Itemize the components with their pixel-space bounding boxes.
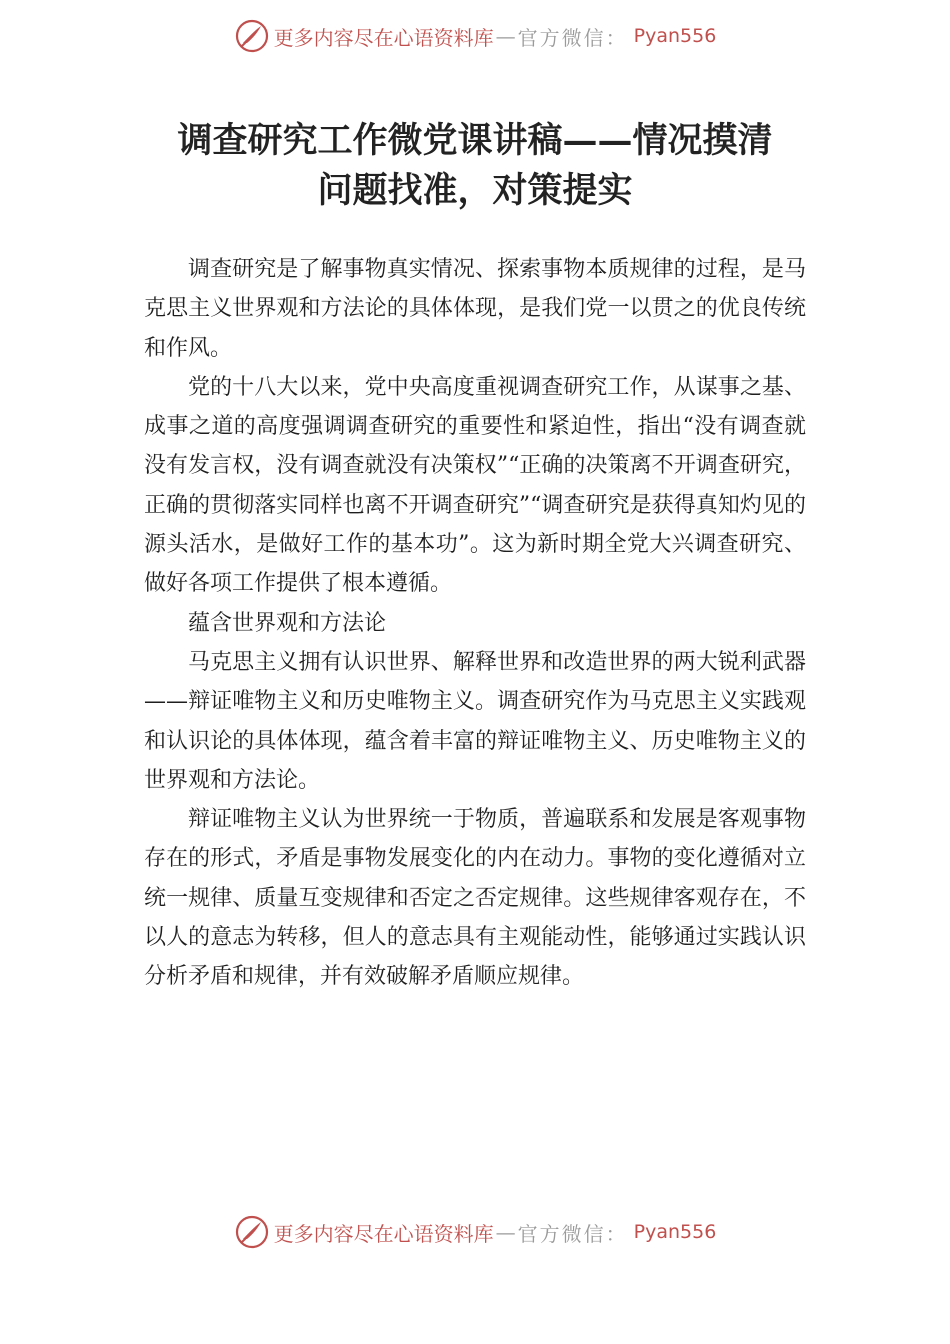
banner-separator: —	[495, 1220, 516, 1244]
banner-wechat-handle: Pyan556	[633, 25, 717, 47]
page-title	[100, 116, 850, 216]
banner-wechat-label: 官方微信：	[517, 25, 628, 50]
paragraph-dialectical-materialism: 辩证唯物主义认为世界统一于物质，普遍联系和发展是客观事物存在的形式，矛盾是事物发展变化的内在动力。事物的变化遵循对立统一规律、质量互变规律和否定之否定规律。这些规律客观存在，不以人的意志为转移，但人的意志具有主观能动性，能够通过实践认识分析矛盾和规律，并有效破解矛盾顺应规律。	[144, 807, 806, 990]
paragraph-intro: 调查研究是了解事物真实情况、探索事物本质规律的过程，是马克思主义世界观和方法论的具体体现，是我们党一以贯之的优良传统和作风。	[144, 257, 806, 361]
quill-seal-logo-icon	[234, 1214, 270, 1250]
banner-text: 更多内容尽在心语资料库	[273, 1221, 494, 1246]
paragraph-party-emphasis: 党的十八大以来，党中央高度重视调查研究工作，从谋事之基、成事之道的高度强调调查研究的重要性和紧迫性，指出“没有调查就没有发言权，没有调查就没有决策权”“正确的决策离不开调查研究，正确的贯彻落实同样也离不开调查研究”“调查研究是获得真知灼见的源头活水，是做好工作的基本功”。这为新时期全党大兴调查研究、做好各项工作提供了根本遵循。	[144, 374, 806, 597]
document-body	[144, 250, 806, 997]
banner-wechat-handle: Pyan556	[633, 1221, 717, 1243]
paragraph-marxism: 马克思主义拥有认识世界、解释世界和改造世界的两大锐利武器——辩证唯物主义和历史唯物主义。调查研究作为马克思主义实践观和认识论的具体体现，蕴含着丰富的辩证唯物主义、历史唯物主义的世界观和方法论。	[144, 649, 806, 793]
header-banner	[0, 16, 950, 56]
title-line-1: 调查研究工作微党课讲稿——情况摸清	[177, 120, 773, 161]
banner-text: 更多内容尽在心语资料库	[273, 25, 494, 50]
banner-separator: —	[495, 24, 516, 48]
section-heading: 蕴含世界观和方法论	[188, 610, 387, 636]
quill-seal-logo-icon	[234, 18, 270, 54]
banner-wechat-label: 官方微信：	[517, 1221, 628, 1246]
title-line-2: 问题找准，对策提实	[317, 170, 633, 211]
footer-banner	[0, 1212, 950, 1252]
